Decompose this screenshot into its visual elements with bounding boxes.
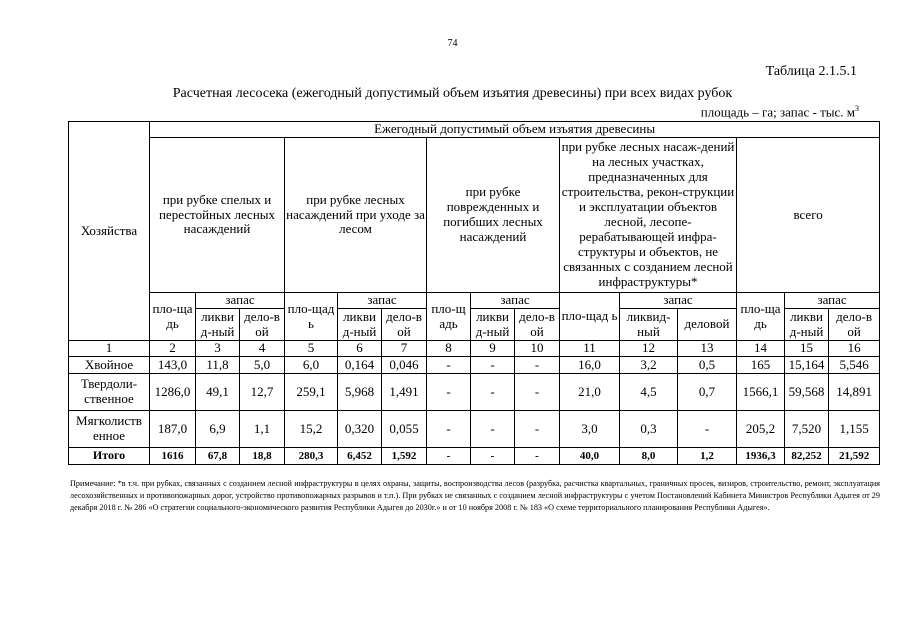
table-cell: - — [515, 357, 560, 374]
table-cell: 7,520 — [785, 411, 829, 448]
header-stock: запас — [471, 293, 560, 309]
table-cell: 1936,3 — [737, 448, 785, 465]
table-cell: 280,3 — [285, 448, 338, 465]
table-cell: - — [515, 411, 560, 448]
table-row-total — [69, 448, 880, 465]
table-cell: 143,0 — [150, 357, 196, 374]
column-number: 6 — [338, 341, 382, 357]
header-business: дело-в ой — [382, 309, 427, 341]
column-number: 5 — [285, 341, 338, 357]
column-number: 11 — [560, 341, 620, 357]
table-cell: 0,055 — [382, 411, 427, 448]
header-area: пло-щад ь — [285, 293, 338, 341]
table-cell: 49,1 — [196, 374, 240, 411]
table-cell: 0,164 — [338, 357, 382, 374]
column-number: 3 — [196, 341, 240, 357]
page-number: 74 — [447, 38, 458, 49]
footnote: Примечание: *в т.ч. при рубках, связанных с созданием лесной инфраструктуры в целях охраны, защиты, воспроизводства лесов (разрубка, расчистка квартальных, граничных просек, визиров, строительство, ремонт, эксплуатация лесохозяйственных и противопожарных дорог, устройство противопожарных разрывов и т.п.). При рубках не связанных с созданием лесной инфраструктуры с учетом Постановлений Кабинета Министров Республики Адыгея от 29 декабря 2018 г. № 286 «О стратегии социального-экономического развития Республики Адыгея до 2030г.» и от 10 ноября 2008 г. № 183 «О схеме территориального планирования Республики Адыгея». — [70, 479, 880, 512]
table-cell: 1566,1 — [737, 374, 785, 411]
units-text: площадь – га; запас - тыс. м — [700, 104, 855, 120]
header-farms: Хозяйства — [69, 122, 150, 341]
table-cell: 82,252 — [785, 448, 829, 465]
table-cell: 1,155 — [829, 411, 880, 448]
header-area: пло-щ адь — [427, 293, 471, 341]
column-number: 7 — [382, 341, 427, 357]
column-number: 2 — [150, 341, 196, 357]
table-cell: 6,452 — [338, 448, 382, 465]
table-cell: - — [471, 448, 515, 465]
table-cell: - — [427, 448, 471, 465]
units-superscript: 3 — [855, 104, 859, 113]
column-number: 16 — [829, 341, 880, 357]
column-number: 15 — [785, 341, 829, 357]
header-business: дело-в ой — [515, 309, 560, 341]
column-number: 10 — [515, 341, 560, 357]
table-cell: - — [515, 448, 560, 465]
table-cell: 15,164 — [785, 357, 829, 374]
table-cell: 1,491 — [382, 374, 427, 411]
table-cell: 11,8 — [196, 357, 240, 374]
header-category-damaged: при рубке поврежденных и погибших лесных насаждений — [427, 138, 560, 293]
table-cell: 4,5 — [620, 374, 678, 411]
header-stock: запас — [338, 293, 427, 309]
forest-cut-table — [68, 121, 880, 465]
table-cell: 1286,0 — [150, 374, 196, 411]
column-number: 12 — [620, 341, 678, 357]
table-cell: 15,2 — [285, 411, 338, 448]
table-cell: 12,7 — [240, 374, 285, 411]
column-number: 9 — [471, 341, 515, 357]
header-liquid: ликви д-ный — [471, 309, 515, 341]
column-number: 14 — [737, 341, 785, 357]
table-cell: 8,0 — [620, 448, 678, 465]
header-stock: запас — [620, 293, 737, 309]
header-liquid: ликви д-ный — [338, 309, 382, 341]
table-cell: 1,592 — [382, 448, 427, 465]
table-cell: - — [471, 357, 515, 374]
table-cell: 187,0 — [150, 411, 196, 448]
header-category-mature: при рубке спелых и перестойных лесных насаждений — [150, 138, 285, 293]
table-cell: 5,968 — [338, 374, 382, 411]
table-cell: - — [471, 374, 515, 411]
row-label: Мягколиств енное — [69, 411, 150, 448]
table-cell: 0,3 — [620, 411, 678, 448]
row-label: Твердоли-ственное — [69, 374, 150, 411]
header-stock: запас — [196, 293, 285, 309]
table-cell: 0,7 — [678, 374, 737, 411]
header-group: Ежегодный допустимый объем изъятия древесины — [150, 122, 880, 138]
table-cell: 165 — [737, 357, 785, 374]
column-number: 8 — [427, 341, 471, 357]
table-cell: 18,8 — [240, 448, 285, 465]
table-cell: 1,1 — [240, 411, 285, 448]
header-stock: запас — [785, 293, 880, 309]
header-area: пло-щад ь — [560, 293, 620, 341]
table-cell: 1,2 — [678, 448, 737, 465]
table-cell: 5,546 — [829, 357, 880, 374]
table-cell: - — [678, 411, 737, 448]
table-cell: 0,320 — [338, 411, 382, 448]
table-cell: - — [427, 374, 471, 411]
table-cell: - — [427, 357, 471, 374]
table-cell: - — [471, 411, 515, 448]
table-row-coniferous — [69, 357, 880, 374]
column-number: 4 — [240, 341, 285, 357]
table-row-hardwood — [69, 374, 880, 411]
table-number: Таблица 2.1.5.1 — [765, 64, 857, 79]
units-note — [701, 104, 859, 120]
header-liquid: ликвид- ный — [620, 309, 678, 341]
header-area: пло-ща дь — [737, 293, 785, 341]
table-cell: - — [427, 411, 471, 448]
table-cell: 0,5 — [678, 357, 737, 374]
table-cell: - — [515, 374, 560, 411]
table-cell: 205,2 — [737, 411, 785, 448]
column-number: 13 — [678, 341, 737, 357]
table-cell: 5,0 — [240, 357, 285, 374]
table-cell: 21,592 — [829, 448, 880, 465]
row-label: Итого — [69, 448, 150, 465]
table-cell: 259,1 — [285, 374, 338, 411]
header-business: дело-в ой — [240, 309, 285, 341]
header-category-total: всего — [737, 138, 880, 293]
table-cell: 67,8 — [196, 448, 240, 465]
header-liquid: ликви д-ный — [196, 309, 240, 341]
table-cell: 1616 — [150, 448, 196, 465]
table-title: Расчетная лесосека (ежегодный допустимый объем изъятия древесины) при всех видах рубок — [172, 86, 733, 101]
header-category-infrastructure: при рубке лесных насаж-дений на лесных участках, предназначенных для строительства, рекон-струкции и эксплуатации объектов лесной, лесопе-рерабатывающей инфра-структуры и объектов, не связанных с созданием лесной инфраструктуры* — [560, 138, 737, 293]
table-cell: 59,568 — [785, 374, 829, 411]
table-cell: 14,891 — [829, 374, 880, 411]
header-category-care: при рубке лесных насаждений при уходе за лесом — [285, 138, 427, 293]
table-cell: 21,0 — [560, 374, 620, 411]
table-cell: 40,0 — [560, 448, 620, 465]
header-business: деловой — [678, 309, 737, 341]
table-cell: 3,0 — [560, 411, 620, 448]
table-cell: 6,0 — [285, 357, 338, 374]
header-liquid: ликви д-ный — [785, 309, 829, 341]
table-cell: 16,0 — [560, 357, 620, 374]
table-cell: 0,046 — [382, 357, 427, 374]
row-label: Хвойное — [69, 357, 150, 374]
table-row-softwood — [69, 411, 880, 448]
header-business: дело-в ой — [829, 309, 880, 341]
column-number: 1 — [69, 341, 150, 357]
table-cell: 6,9 — [196, 411, 240, 448]
header-area: пло-ща дь — [150, 293, 196, 341]
table-cell: 3,2 — [620, 357, 678, 374]
